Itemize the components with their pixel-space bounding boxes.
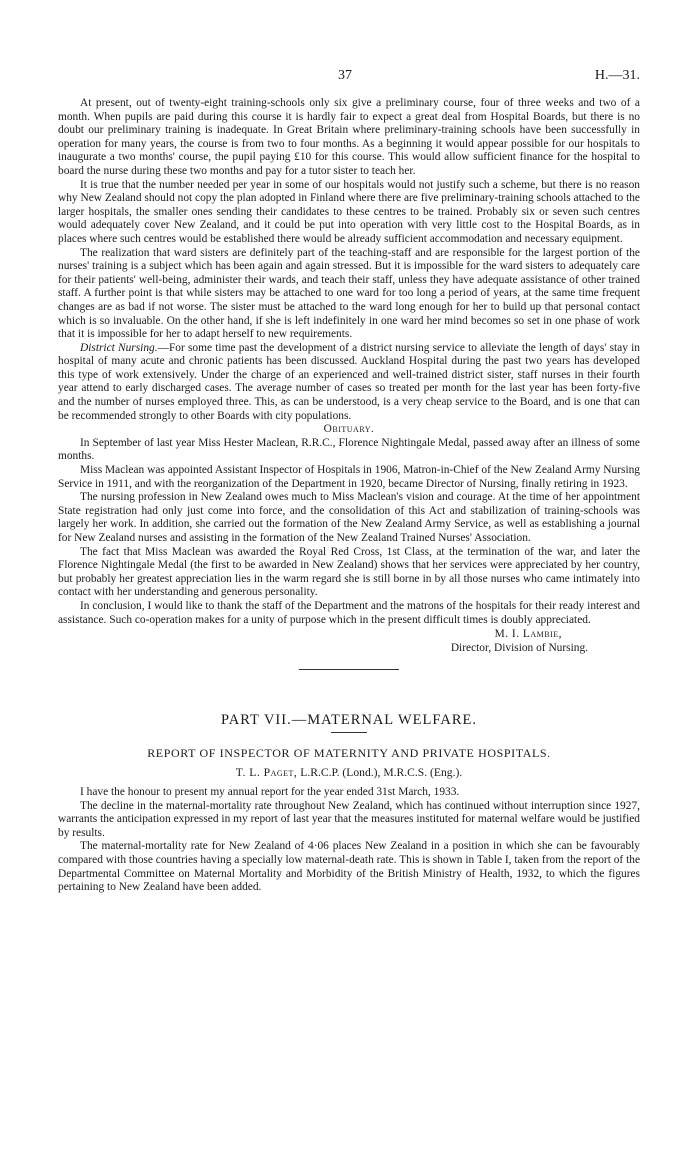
obituary-paragraph: Miss Maclean was appointed Assistant Inspector of Hospitals in 1906, Matron-in-Chief of the New Zealand Army Nursing Service in 1911, and with the reorganization of the Department in 1920, became Director of Nursing, finally retiring in 1923. bbox=[58, 464, 640, 490]
body-text bbox=[58, 97, 640, 895]
report-paragraph: The maternal-mortality rate for New Zealand of 4·06 places New Zealand in a position in which she can be favourably compared with those countries having a specially low maternal-death rate. This is shown in Table I, taken from the report of the Departmental Committee on Maternal Mortality and Morbidity of the British Ministry of Health, 1932, to which the figures pertaining to New Zealand have been added. bbox=[58, 840, 640, 894]
report-byline bbox=[58, 766, 640, 780]
obituary-paragraph: In September of last year Miss Hester Maclean, R.R.C., Florence Nightingale Medal, passed away after an illness of some months. bbox=[58, 436, 640, 463]
paragraph-finland-scheme: It is true that the number needed per year in some of our hospitals would not justify such a scheme, but there is no reason why New Zealand should not copy the plan adopted in Finland where there are five preliminary-training schools attached to the larger hospitals, the smaller ones sending their candidates to these centres to be trained. Probably six or seven such centres would adequately cover New Zealand, and it could be put into operation with very little cost to the Hospital Boards, as in places where such centres would be established there would be already sufficient accommodation and necessary equipment. bbox=[58, 178, 640, 245]
signature-name: M. I. Lambie, bbox=[494, 628, 562, 641]
signature-block bbox=[58, 627, 640, 655]
section-divider bbox=[299, 669, 399, 670]
obituary-paragraph: The nursing profession in New Zealand owes much to Miss Maclean's vision and courage. At the time of her appointment State registration had only just come into force, and the consolidation of this Act and stabilization of training-schools was largely her work. In addition, she carried out the formation of the New Zealand Army Service, as well as establishing a journal for New Zealand nurses and assisting in the formation of the New Zealand Trained Nurses' Association. bbox=[58, 491, 640, 544]
district-nursing-heading: District Nursing. bbox=[80, 341, 158, 354]
obituary-heading: Obituary. bbox=[323, 423, 375, 436]
district-nursing-text: —For some time past the development of a district nursing service to alleviate the length of days' stay in hospital of many acute and chronic patients has been discussed. Auckland Hospital during the past two years has developed this type of work extensively. Under the charge of an experienced and well-trained district sister, staff nurses in their fourth year attend to early discharged cases. The average number of cases so treated per month for the last year has been forty-five and the number of nurses employed three. This, as can be understood, is a very cheap service to the Board, and is one that can be recommended strongly to other Boards with city populations. bbox=[58, 341, 640, 422]
paragraph-ward-sisters: The realization that ward sisters are definitely part of the teaching-staff and are responsible for the largest portion of the nurses' training is a subject which has been again and again stressed. But it is impossible for the ward sisters to adequately care for their patients' well-being, administer their wards, and teach their staff, unless they have adequate assistance of other trained staff. A further point is that while sisters may be attached to one ward for too long a period of years, at the same time frequent changes are as bad if not worse. The sister must be attached to the ward long enough for her to build up that personal contact which is so invaluable. On the other hand, if she is left indefinitely in one ward her mind becomes so set in one phase of work that it is impossible for her to adapt herself to new requirements. bbox=[58, 246, 640, 341]
report-paragraph: I have the honour to present my annual report for the year ended 31st March, 1933. bbox=[80, 785, 460, 798]
document-page bbox=[58, 0, 640, 1169]
title-rule bbox=[331, 732, 367, 733]
conclusion-paragraph: In conclusion, I would like to thank the staff of the Department and the matrons of the hospitals for their ready interest and assistance. Such co-operation makes for a unity of purpose which in the present difficult times is doubly appreciated. bbox=[58, 599, 640, 626]
part-title: PART VII.—MATERNAL WELFARE. bbox=[221, 712, 477, 729]
signature-title: Director, Division of Nursing. bbox=[450, 642, 588, 655]
report-paragraph: The decline in the maternal-mortality rate throughout New Zealand, which has continued without interruption since 1927, warrants the anticipation expressed in my report of last year that the measures instituted for maternal welfare would be justified by results. bbox=[58, 799, 640, 839]
page-number: 37 bbox=[338, 68, 352, 83]
report-title: REPORT OF INSPECTOR OF MATERNITY AND PRIVATE HOSPITALS. bbox=[147, 745, 551, 760]
paragraph-district-nursing bbox=[58, 342, 640, 424]
author-qualifications: L.R.C.P. (Lond.), M.R.C.S. (Eng.). bbox=[300, 766, 463, 780]
paragraph-preliminary-course: At present, out of twenty-eight training-schools only six give a preliminary course, four of three weeks and two of a month. When pupils are paid during this course it is hardly fair to expect a great deal from Hospital Boards, but there is no doubt our preliminary training is inadequate. In Great Britain where preliminary-training schools have been successfully in operation for many years, the course is from two to four months. As a beginning it would appear possible for our hospitals to inaugurate a two months' course, the pupil paying £10 for this course. This would allow sufficient finance for the hospital to board the nurse during these two months and pay for a tutor sister to teach her. bbox=[58, 97, 640, 177]
page-header bbox=[58, 68, 640, 86]
document-reference: H.—31. bbox=[594, 68, 640, 83]
obituary-paragraph: The fact that Miss Maclean was awarded the Royal Red Cross, 1st Class, at the termination of the war, and later the Florence Nightingale Medal (the first to be awarded in New Zealand) shows that her services were appreciated by her country, but probably her greatest appreciation lies in the warm regard she is still borne in by all those nurses who came intimately into contact with her understanding and generous personality. bbox=[58, 545, 640, 599]
author-name: T. L. Paget, bbox=[235, 766, 298, 780]
